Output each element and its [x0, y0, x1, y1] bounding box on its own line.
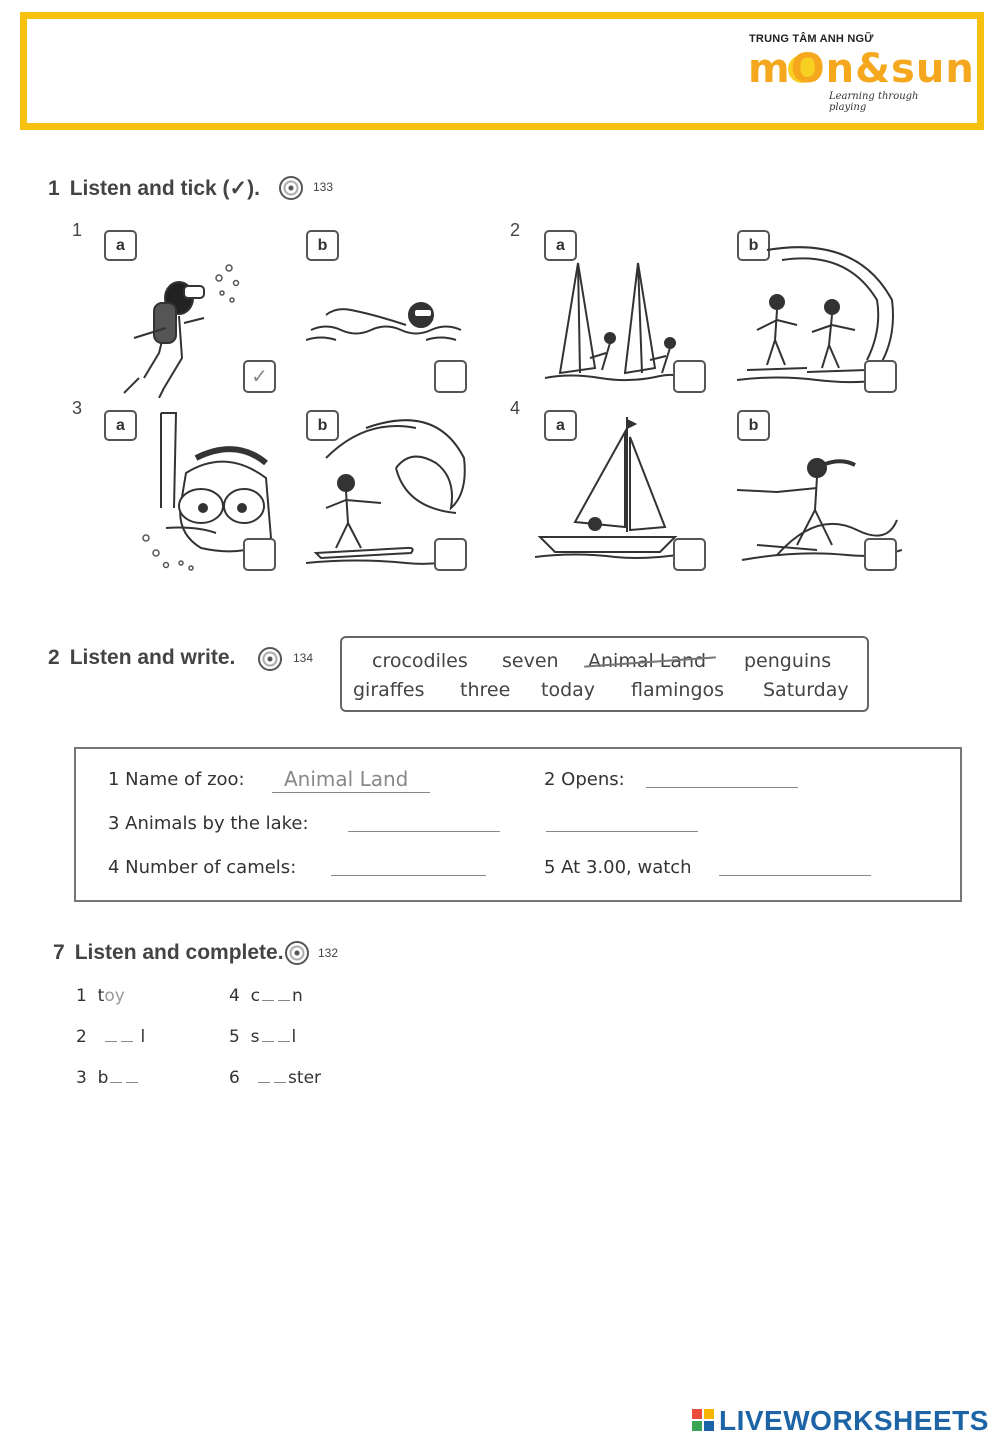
letter-blank[interactable] [274, 1069, 286, 1083]
cd-icon[interactable] [258, 647, 282, 671]
word-bank-item: three [460, 679, 511, 701]
tick-box[interactable] [434, 360, 467, 393]
watch-blank[interactable] [719, 875, 871, 876]
spelling-item: 4 c n [229, 986, 303, 1006]
liveworksheets-text: LIVEWORKSHEETS [719, 1405, 989, 1436]
option-label: b [306, 410, 339, 441]
question-number: 4 [510, 398, 521, 418]
letter-blank[interactable] [262, 1028, 274, 1042]
zoo-form [74, 747, 962, 902]
tick-box[interactable] [864, 360, 897, 393]
windsurfers-picture [540, 258, 690, 388]
letter-blank[interactable] [105, 1028, 117, 1042]
scuba-diver-picture [104, 258, 254, 398]
question-number: 2 [510, 220, 521, 240]
sailing-boat-picture [535, 412, 685, 562]
opens-blank[interactable] [646, 787, 798, 788]
zoo-name-blank[interactable] [272, 792, 430, 793]
brand-logo [744, 33, 975, 113]
word-bank-item-used: Animal Land [588, 650, 707, 672]
letter-blank[interactable] [126, 1069, 138, 1083]
track-number: 133 [313, 180, 334, 194]
zoo-name-answer: Animal Land [284, 767, 409, 791]
spelling-item: 3 b [76, 1068, 140, 1088]
letter-blank[interactable] [278, 987, 290, 1001]
word-bank-item: today [541, 679, 596, 701]
tick-box[interactable] [243, 538, 276, 571]
spelling-item: 6 ster [229, 1068, 322, 1088]
tick-box[interactable] [864, 538, 897, 571]
section2-title: 2 Listen and write. [48, 646, 236, 669]
brand-top-text: TRUNG TÂM ANH NGỮ [749, 33, 874, 45]
opens-label: 2 Opens: [544, 769, 625, 790]
spelling-answer: oy [104, 986, 125, 1006]
spelling-item: 5 s l [229, 1027, 297, 1047]
letter-blank[interactable] [262, 987, 274, 1001]
word-bank-item: crocodiles [372, 650, 468, 672]
spelling-item: 1 toy [76, 986, 125, 1006]
lake-animals-blank-2[interactable] [546, 831, 698, 832]
camels-label: 4 Number of camels: [108, 857, 297, 878]
liveworksheets-icon [692, 1409, 716, 1433]
letter-blank[interactable] [258, 1069, 270, 1083]
option-label: a [544, 230, 577, 261]
option-label: b [306, 230, 339, 261]
cd-icon[interactable] [285, 941, 309, 965]
word-bank-item: flamingos [631, 679, 725, 701]
letter-blank[interactable] [110, 1069, 122, 1083]
tick-box[interactable] [434, 538, 467, 571]
watch-label: 5 At 3.00, watch [544, 857, 692, 878]
question-number: 1 [72, 220, 83, 240]
tick-box[interactable] [673, 538, 706, 571]
track-number: 132 [318, 946, 339, 960]
tick-box[interactable]: ✓ [243, 360, 276, 393]
section1-title: 1 Listen and tick (✓). [48, 177, 260, 200]
word-bank-item: seven [502, 650, 559, 672]
lake-animals-blank-1[interactable] [348, 831, 500, 832]
zoo-name-label: 1 Name of zoo: [108, 769, 245, 790]
word-bank-item: Saturday [763, 679, 849, 701]
option-label: a [544, 410, 577, 441]
word-bank-item: giraffes [353, 679, 425, 701]
tick-box[interactable] [673, 360, 706, 393]
lake-animals-label: 3 Animals by the lake: [108, 813, 309, 834]
cd-icon[interactable] [279, 176, 303, 200]
brand-tagline: Learning through playing [829, 91, 919, 113]
camels-blank[interactable] [331, 875, 486, 876]
option-label: b [737, 410, 770, 441]
brand-name: mOn&sun [748, 46, 975, 92]
option-label: b [737, 230, 770, 261]
option-label: a [104, 410, 137, 441]
word-bank [340, 636, 869, 712]
letter-blank[interactable] [278, 1028, 290, 1042]
word-bank-item: penguins [744, 650, 832, 672]
letter-blank[interactable] [121, 1028, 133, 1042]
track-number: 134 [293, 651, 314, 665]
spelling-item: 2 l [76, 1027, 146, 1047]
swimmer-picture [306, 285, 466, 355]
option-label: a [104, 230, 137, 261]
question-number: 3 [72, 398, 83, 418]
section7-title: 7 Listen and complete. [53, 941, 284, 964]
